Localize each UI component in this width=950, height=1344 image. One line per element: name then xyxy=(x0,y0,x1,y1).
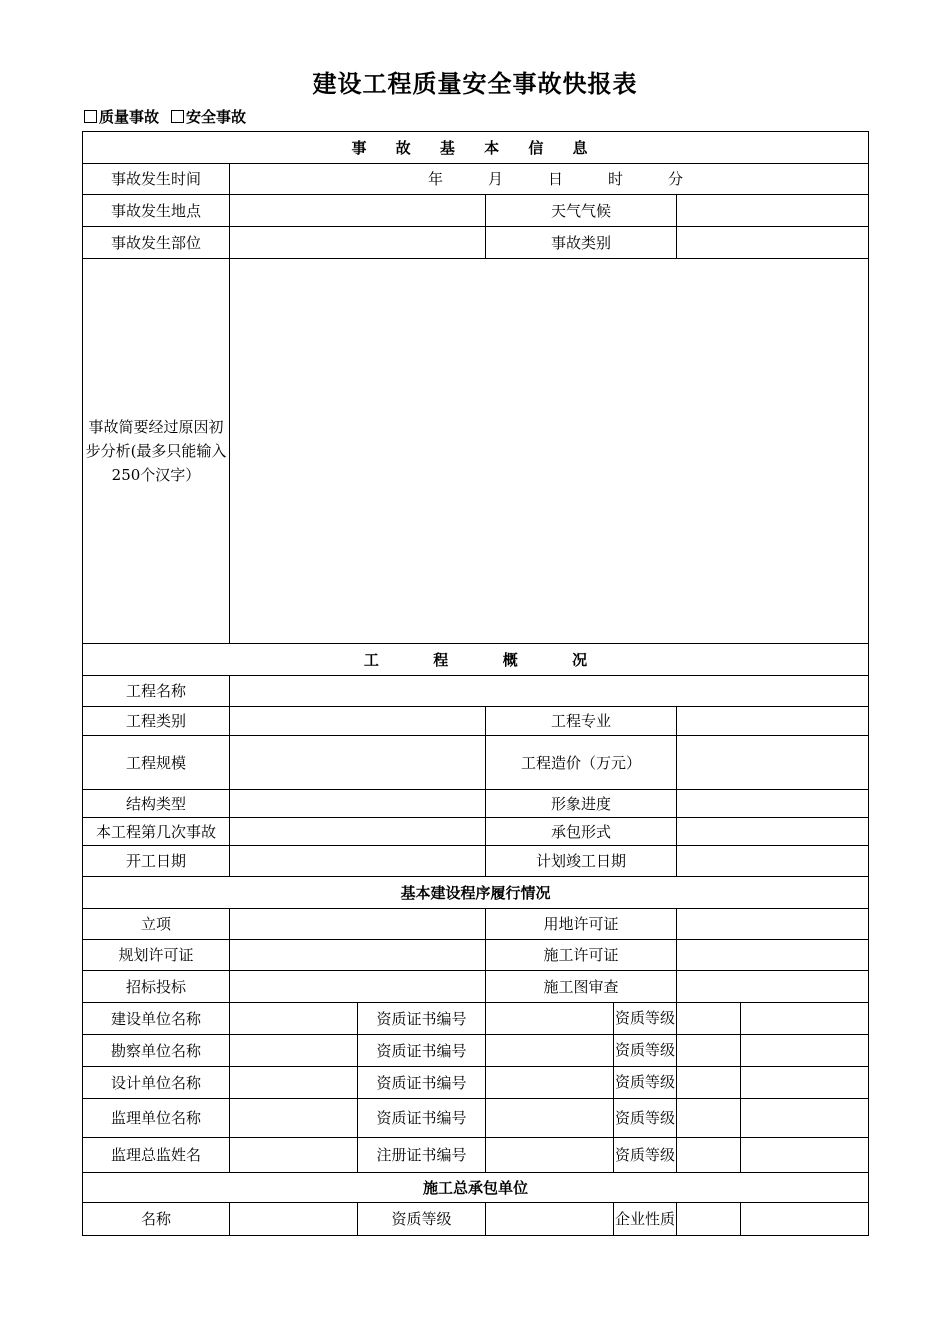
contractor-grade-wrap xyxy=(486,1203,677,1236)
accident-type-options xyxy=(84,106,246,127)
planning-permit-field[interactable] xyxy=(230,940,486,971)
drawing-review-field[interactable] xyxy=(677,971,869,1003)
weather-label: 天气气候 xyxy=(486,195,677,227)
construction-permit-field[interactable] xyxy=(677,940,869,971)
minute-unit: 分 xyxy=(668,170,684,188)
safety-accident-checkbox[interactable] xyxy=(171,110,184,123)
land-permit-label: 用地许可证 xyxy=(486,909,677,940)
quality-accident-option[interactable] xyxy=(84,106,159,127)
accident-position-field[interactable] xyxy=(230,227,486,259)
nth-accident-label: 本工程第几次事故 xyxy=(83,818,230,846)
unit-cert-label: 资质证书编号 xyxy=(358,1099,486,1138)
safety-accident-option[interactable] xyxy=(171,106,246,127)
unit-grade-label: 资质等级 xyxy=(614,1041,675,1059)
unit-cert-wrap xyxy=(486,1138,677,1173)
unit-name-field[interactable] xyxy=(230,1138,358,1173)
nth-accident-field[interactable] xyxy=(230,818,486,846)
unit-cert-label: 资质证书编号 xyxy=(358,1067,486,1099)
unit-cert-field[interactable] xyxy=(486,1138,614,1172)
progress-label: 形象进度 xyxy=(486,790,677,818)
project-scale-field[interactable] xyxy=(230,736,486,790)
project-name-label: 工程名称 xyxy=(83,676,230,707)
unit-name-label: 监理单位名称 xyxy=(83,1099,230,1138)
approval-field[interactable] xyxy=(230,909,486,940)
unit-name-label: 勘察单位名称 xyxy=(83,1035,230,1067)
section-basic-info: 事 故 基 本 信 息 xyxy=(83,132,869,164)
unit-cert-field[interactable] xyxy=(486,1003,614,1034)
planned-completion-label: 计划竣工日期 xyxy=(486,846,677,877)
weather-field[interactable] xyxy=(677,195,869,227)
project-specialty-field[interactable] xyxy=(677,707,869,736)
quality-accident-checkbox[interactable] xyxy=(84,110,97,123)
contractor-nature-label: 企业性质 xyxy=(614,1210,675,1228)
unit-grade-label: 资质等级 xyxy=(614,1146,675,1164)
contract-form-label: 承包形式 xyxy=(486,818,677,846)
unit-grade-label: 资质等级 xyxy=(614,1073,675,1091)
project-cost-label: 工程造价（万元） xyxy=(486,736,677,790)
section-general-contractor: 施工总承包单位 xyxy=(83,1173,869,1203)
unit-grade-field[interactable] xyxy=(677,1138,869,1173)
project-type-label: 工程类别 xyxy=(83,707,230,736)
accident-summary-label: 事故简要经过原因初步分析(最多只能输入250个汉字） xyxy=(83,259,230,644)
land-permit-field[interactable] xyxy=(677,909,869,940)
accident-time-label: 事故发生时间 xyxy=(83,164,230,195)
construction-permit-label: 施工许可证 xyxy=(486,940,677,971)
year-unit: 年 xyxy=(428,170,444,188)
accident-position-label: 事故发生部位 xyxy=(83,227,230,259)
unit-name-label: 监理总监姓名 xyxy=(83,1138,230,1173)
unit-grade-label: 资质等级 xyxy=(614,1009,675,1027)
unit-grade-field[interactable] xyxy=(677,1099,869,1138)
unit-cert-label: 资质证书编号 xyxy=(358,1003,486,1035)
unit-name-field[interactable] xyxy=(230,1067,358,1099)
contract-form-field[interactable] xyxy=(677,818,869,846)
accident-summary-field[interactable] xyxy=(230,259,869,644)
bidding-label: 招标投标 xyxy=(83,971,230,1003)
unit-name-field[interactable] xyxy=(230,1003,358,1035)
unit-name-field[interactable] xyxy=(230,1035,358,1067)
project-scale-label: 工程规模 xyxy=(83,736,230,790)
contractor-grade-label: 资质等级 xyxy=(358,1203,486,1236)
accident-location-field[interactable] xyxy=(230,195,486,227)
bidding-field[interactable] xyxy=(230,971,486,1003)
unit-grade-field[interactable] xyxy=(677,1035,869,1067)
unit-name-label: 建设单位名称 xyxy=(83,1003,230,1035)
day-unit: 日 xyxy=(548,170,564,188)
contractor-name-field[interactable] xyxy=(230,1203,358,1236)
contractor-grade-field[interactable] xyxy=(486,1203,614,1235)
accident-category-field[interactable] xyxy=(677,227,869,259)
approval-label: 立项 xyxy=(83,909,230,940)
project-specialty-label: 工程专业 xyxy=(486,707,677,736)
unit-cert-wrap xyxy=(486,1003,677,1035)
accident-time-field[interactable] xyxy=(230,164,869,195)
unit-cert-field[interactable] xyxy=(486,1035,614,1066)
planning-permit-label: 规划许可证 xyxy=(83,940,230,971)
unit-cert-label: 注册证书编号 xyxy=(358,1138,486,1173)
unit-cert-wrap xyxy=(486,1099,677,1138)
accident-location-label: 事故发生地点 xyxy=(83,195,230,227)
section-project-overview: 工 程 概 况 xyxy=(83,644,869,676)
accident-category-label: 事故类别 xyxy=(486,227,677,259)
unit-grade-field[interactable] xyxy=(677,1067,869,1099)
unit-cert-field[interactable] xyxy=(486,1099,614,1137)
drawing-review-label: 施工图审查 xyxy=(486,971,677,1003)
unit-cert-wrap xyxy=(486,1067,677,1099)
project-cost-field[interactable] xyxy=(677,736,869,790)
report-table xyxy=(82,131,869,1236)
month-unit: 月 xyxy=(488,170,504,188)
contractor-name-label: 名称 xyxy=(83,1203,230,1236)
planned-completion-field[interactable] xyxy=(677,846,869,877)
unit-cert-field[interactable] xyxy=(486,1067,614,1098)
section-procedure: 基本建设程序履行情况 xyxy=(83,877,869,909)
structure-type-label: 结构类型 xyxy=(83,790,230,818)
hour-unit: 时 xyxy=(608,170,624,188)
unit-name-field[interactable] xyxy=(230,1099,358,1138)
unit-grade-label: 资质等级 xyxy=(614,1109,675,1127)
start-date-label: 开工日期 xyxy=(83,846,230,877)
unit-name-label: 设计单位名称 xyxy=(83,1067,230,1099)
quality-accident-label: 质量事故 xyxy=(99,108,160,126)
project-type-field[interactable] xyxy=(230,707,486,736)
page-title: 建设工程质量安全事故快报表 xyxy=(312,70,638,98)
unit-cert-label: 资质证书编号 xyxy=(358,1035,486,1067)
project-name-field[interactable] xyxy=(230,676,869,707)
safety-accident-label: 安全事故 xyxy=(186,108,247,126)
start-date-field[interactable] xyxy=(230,846,486,877)
structure-type-field[interactable] xyxy=(230,790,486,818)
unit-grade-field[interactable] xyxy=(677,1003,869,1035)
unit-cert-wrap xyxy=(486,1035,677,1067)
progress-field[interactable] xyxy=(677,790,869,818)
contractor-nature-field[interactable] xyxy=(677,1203,869,1236)
